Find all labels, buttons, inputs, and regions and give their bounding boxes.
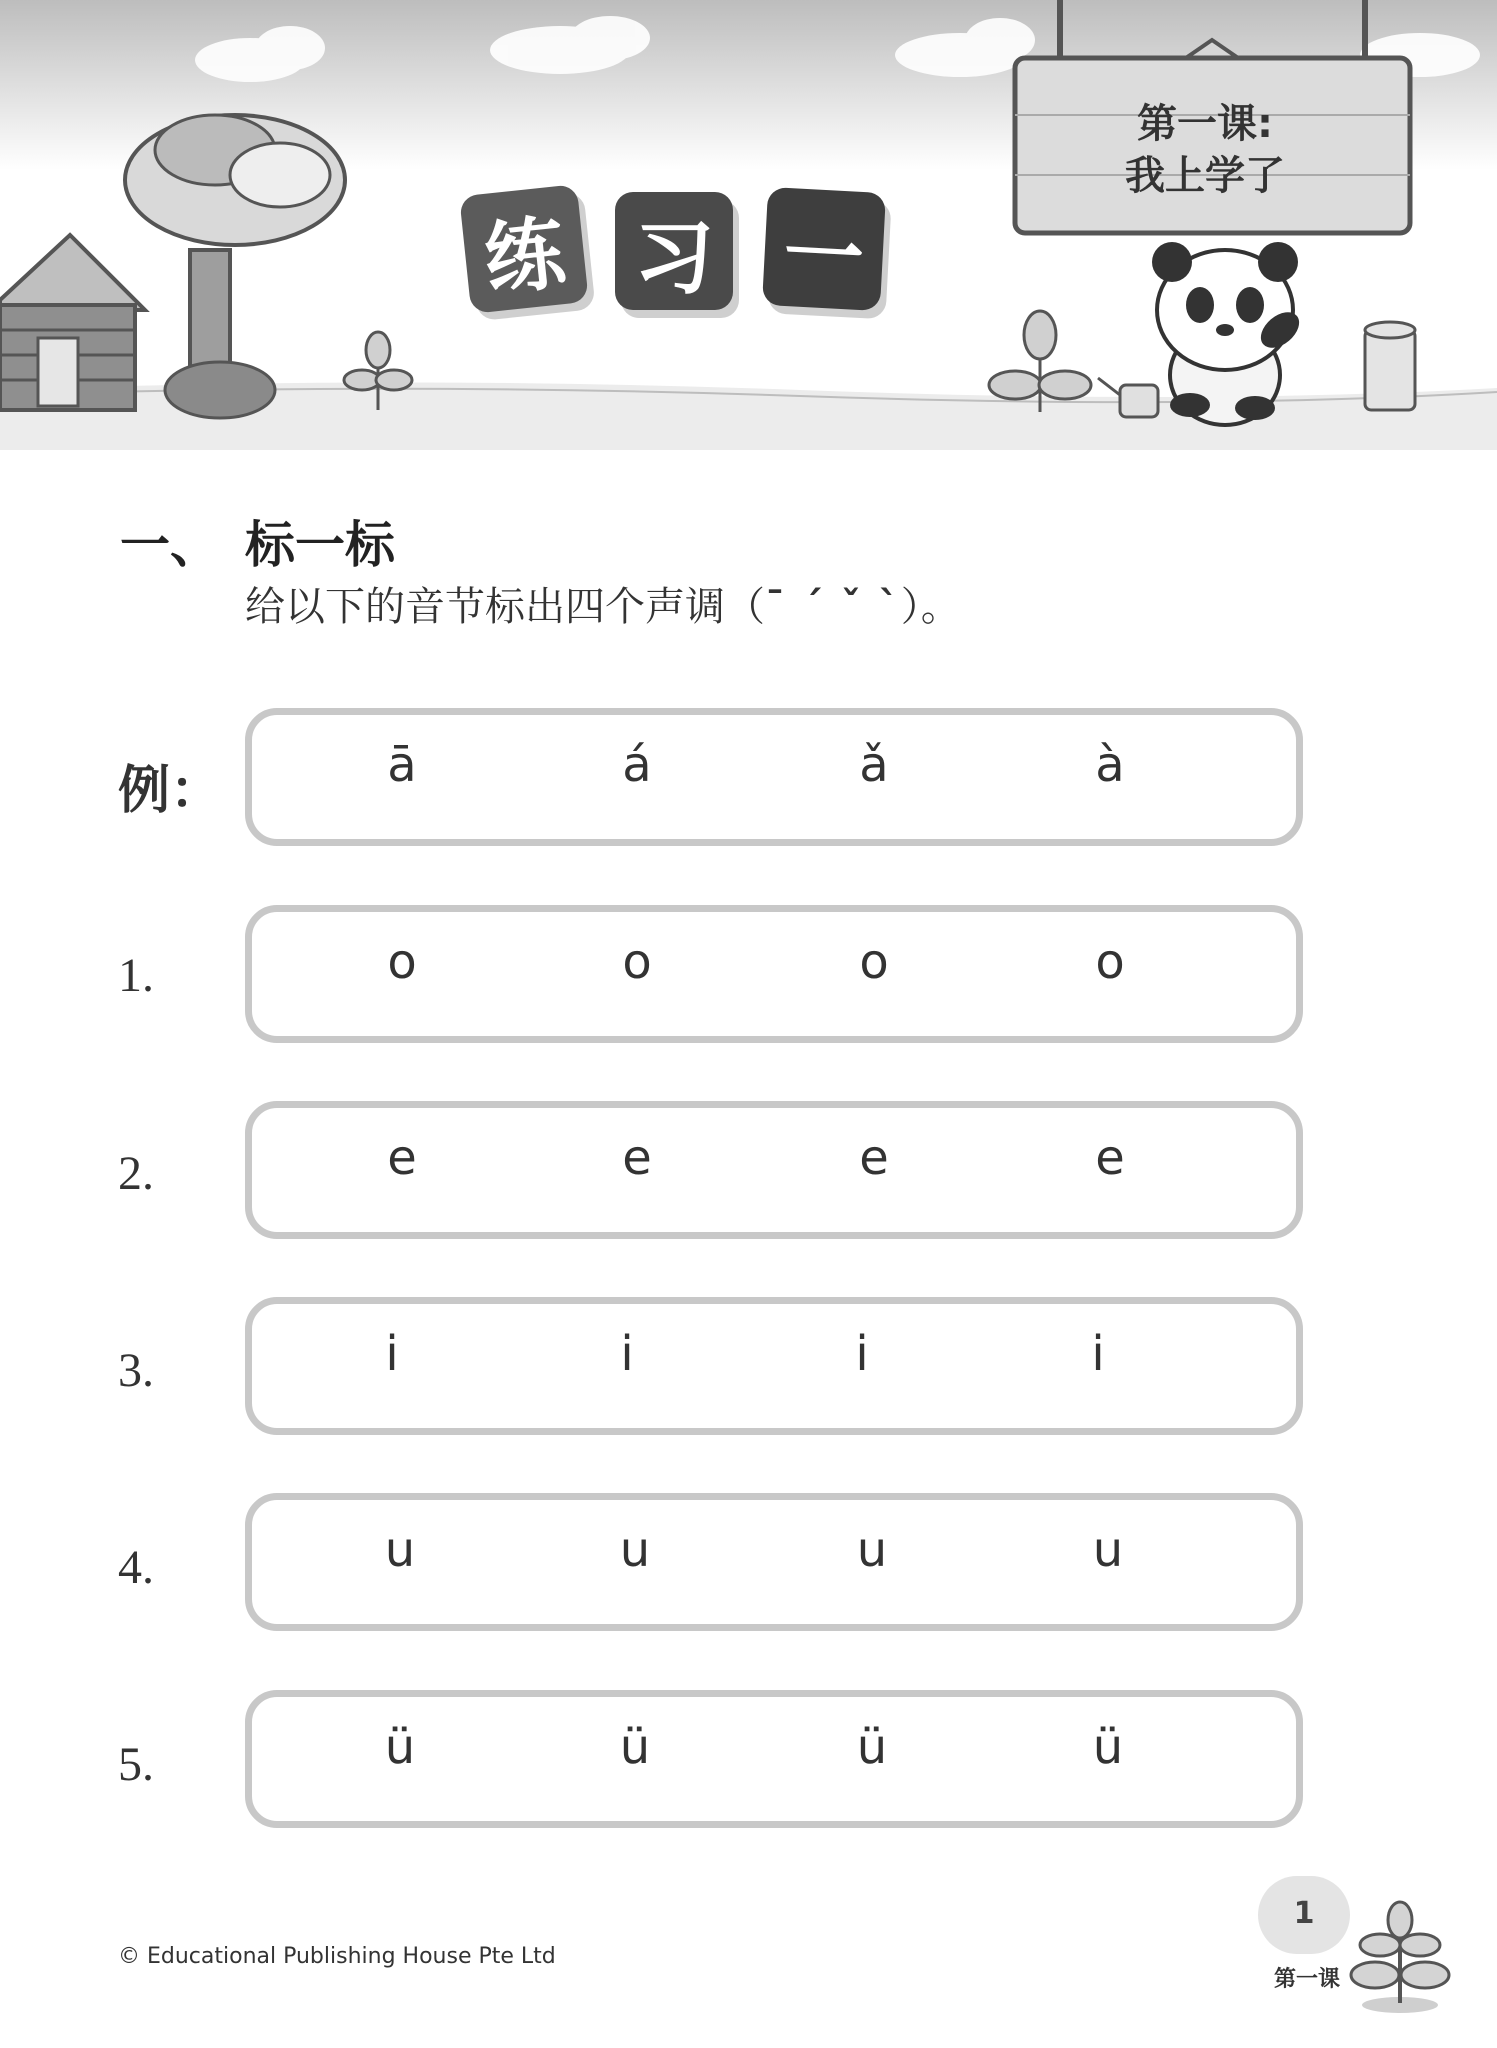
syllable: o <box>1095 934 1125 990</box>
tree-stump-icon <box>1365 322 1415 410</box>
syllable: i <box>385 1326 399 1382</box>
lesson-sign-line1: 第一课: <box>1137 101 1273 147</box>
syllable: e <box>1095 1130 1125 1186</box>
syllable: u <box>384 1522 416 1578</box>
syllable: ü <box>856 1719 888 1775</box>
title-tile: 一 <box>762 187 886 311</box>
syllable: i <box>620 1326 634 1382</box>
syllable: u <box>1092 1522 1124 1578</box>
header-illustration <box>0 0 1497 450</box>
row-label: 4. <box>118 1541 154 1594</box>
row-label-example: 例： <box>118 761 223 821</box>
section-instruction <box>245 575 961 632</box>
row-label: 2. <box>118 1147 154 1200</box>
plant-icon <box>1345 1895 1455 2015</box>
answer-box[interactable] <box>245 1493 1303 1631</box>
tone-marks: ˉ ˊ ˇ ˋ <box>765 584 901 630</box>
lesson-sign <box>1030 98 1380 202</box>
row-label: 3. <box>118 1344 154 1397</box>
page-number: 1 <box>1258 1876 1350 1954</box>
syllable: e <box>622 1130 652 1186</box>
syllable: e <box>387 1130 417 1186</box>
copyright-notice: © Educational Publishing House Pte Ltd <box>118 1944 556 1969</box>
title-tile: 习 <box>615 192 733 310</box>
plant-icon <box>989 311 1091 412</box>
house-icon <box>0 235 145 410</box>
syllable: e <box>859 1130 889 1186</box>
section-heading <box>120 505 395 577</box>
syllable: o <box>859 934 889 990</box>
answer-box[interactable] <box>245 1690 1303 1828</box>
section-number: 一、 <box>120 516 220 574</box>
answer-box[interactable] <box>245 1297 1303 1435</box>
lesson-tag: 第一课 <box>1274 1967 1341 1992</box>
syllable: á <box>622 737 652 793</box>
syllable: à <box>1095 737 1125 793</box>
row-label: 1. <box>118 949 154 1002</box>
answer-box[interactable] <box>245 905 1303 1043</box>
syllable: i <box>1091 1326 1105 1382</box>
syllable: i <box>855 1326 869 1382</box>
syllable: o <box>622 934 652 990</box>
syllable: o <box>387 934 417 990</box>
syllable: ü <box>1092 1719 1124 1775</box>
instruction-end: ）。 <box>900 584 961 630</box>
title-tile: 练 <box>459 184 589 314</box>
answer-box[interactable] <box>245 1101 1303 1239</box>
lesson-sign-line2: 我上学了 <box>1125 153 1285 199</box>
tree-icon <box>125 115 345 418</box>
syllable: ā <box>387 737 417 793</box>
syllable: ü <box>619 1719 651 1775</box>
syllable: ü <box>384 1719 416 1775</box>
exercise-title <box>465 190 905 320</box>
section-title: 标一标 <box>245 516 395 574</box>
instruction-text: 给以下的音节标出四个声调（ <box>245 584 765 630</box>
syllable: u <box>619 1522 651 1578</box>
answer-box[interactable] <box>245 708 1303 846</box>
syllable: ǎ <box>859 737 889 793</box>
row-label: 5. <box>118 1738 154 1791</box>
syllable: u <box>856 1522 888 1578</box>
